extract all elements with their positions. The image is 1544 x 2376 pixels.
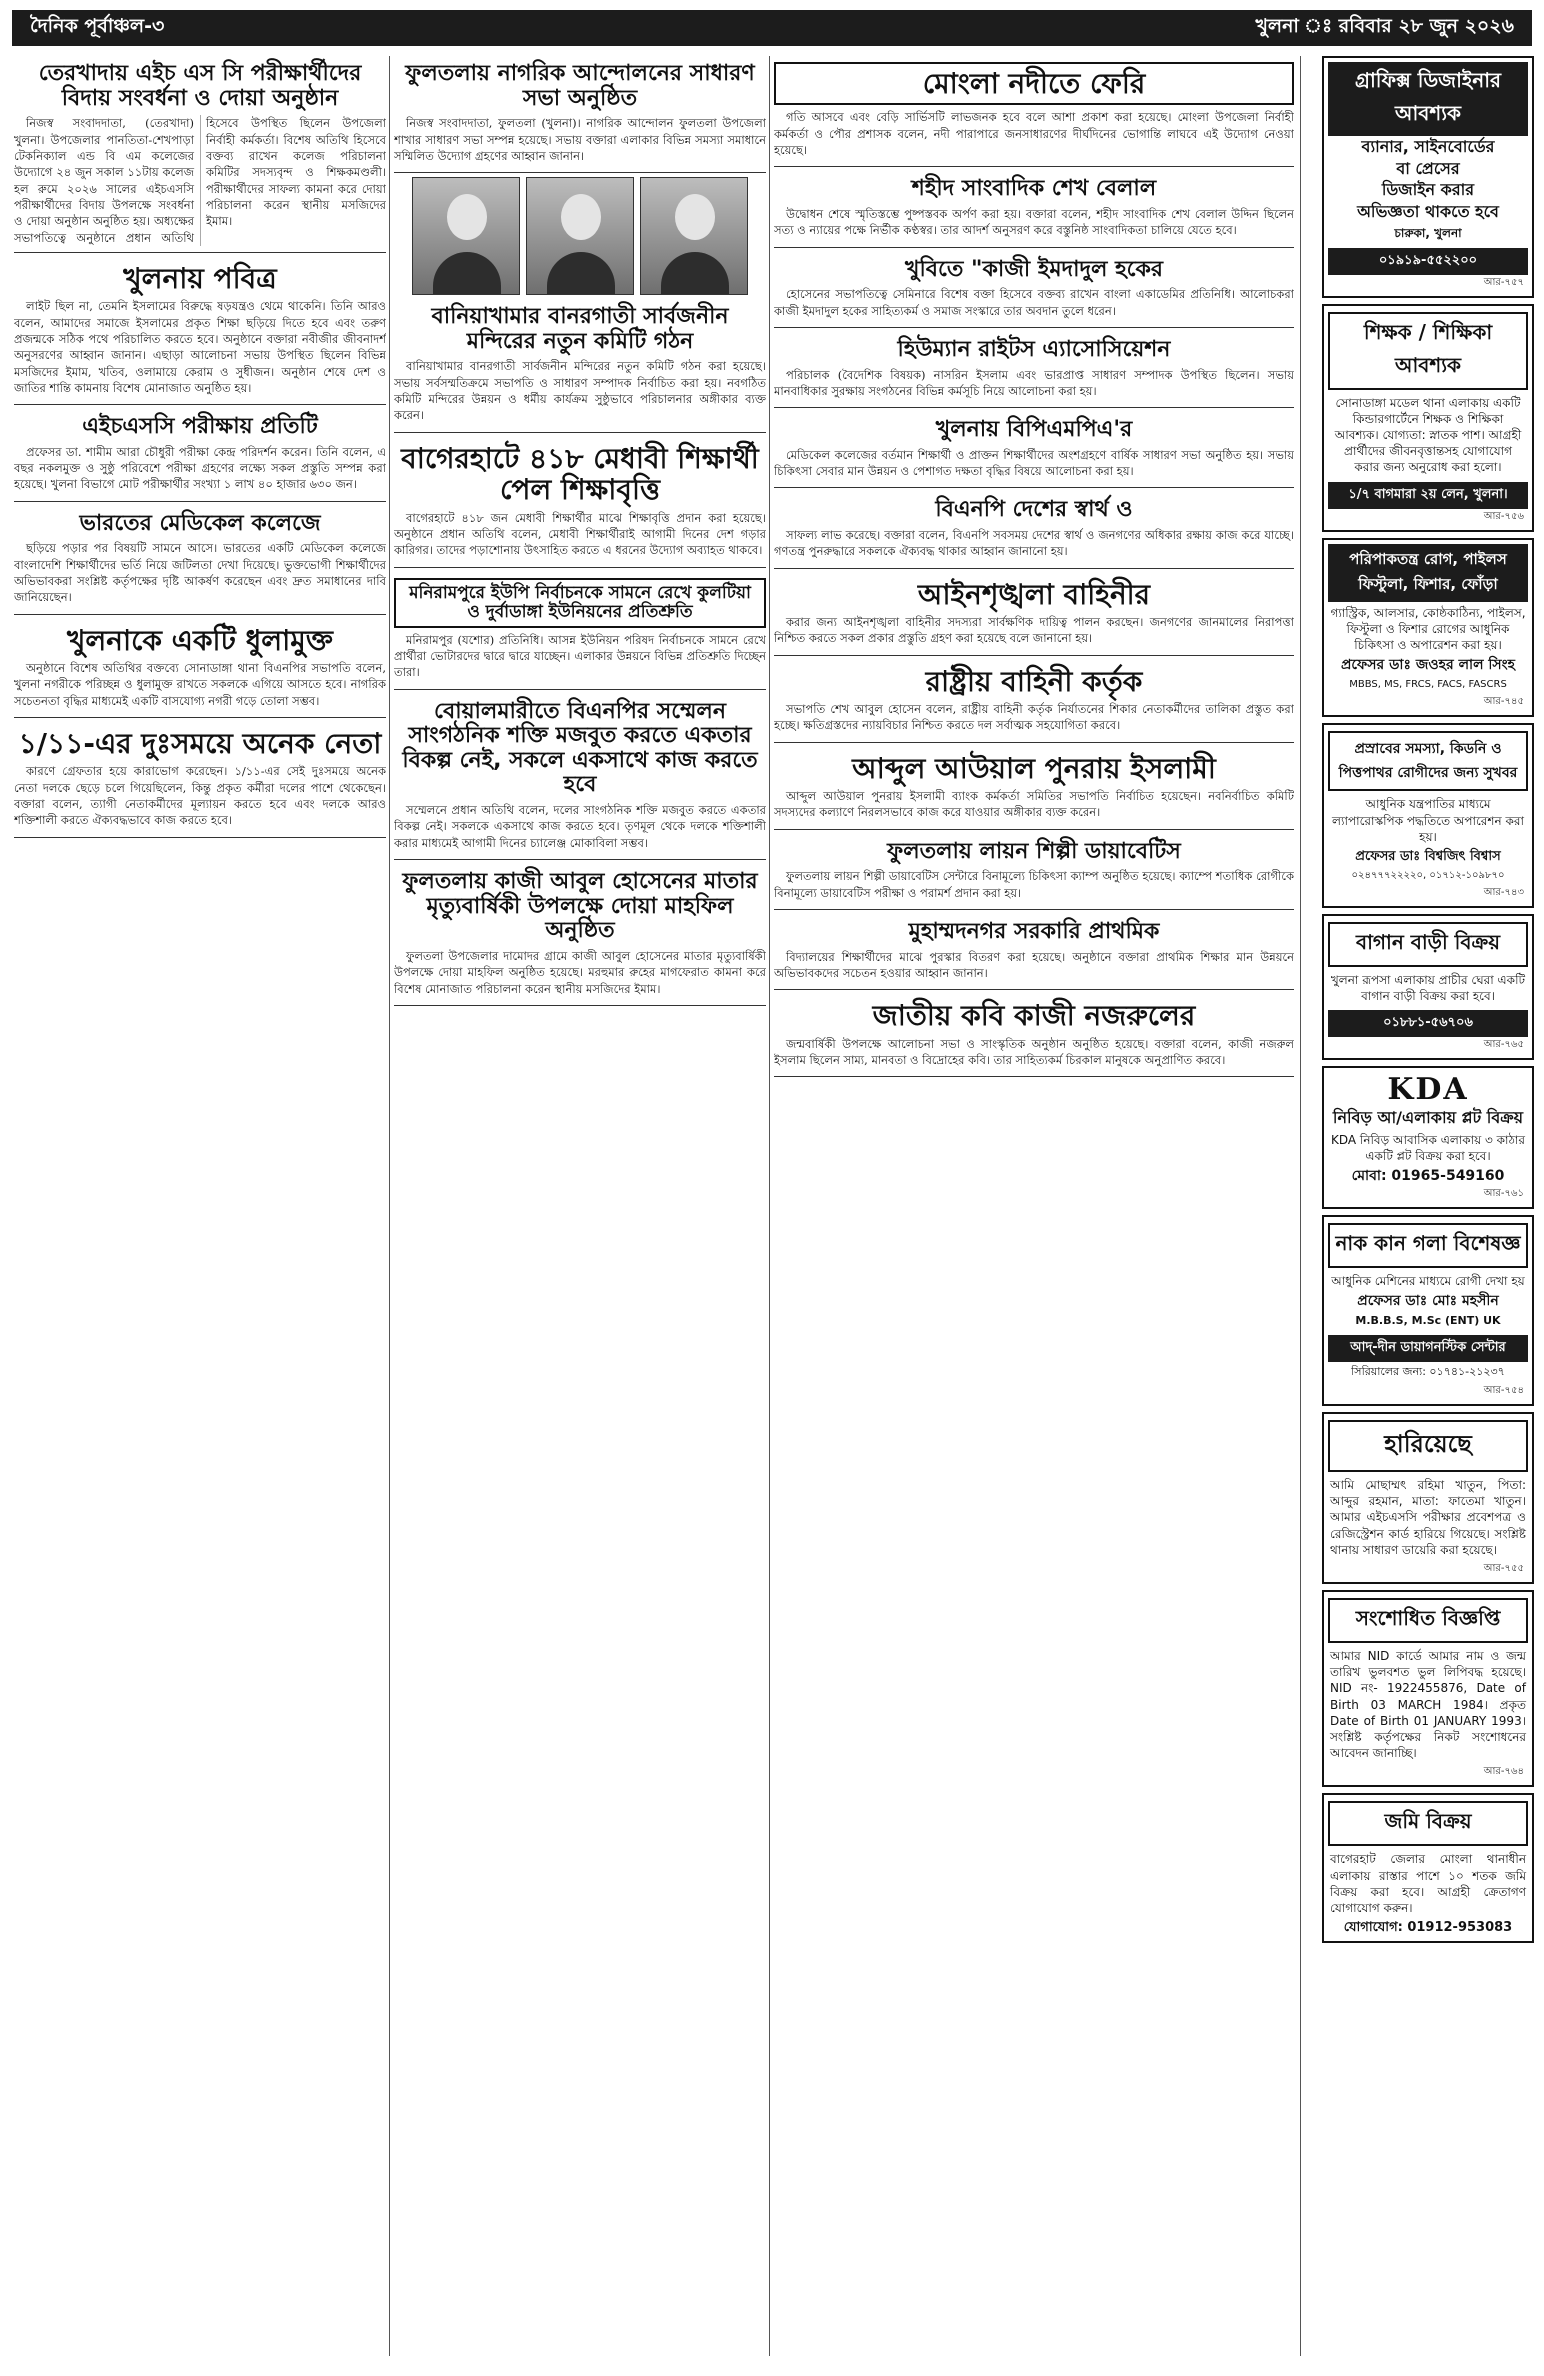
article-headline: ফুলতলায় লায়ন শিল্পী ডায়াবেটিস (887, 838, 1181, 864)
article-headline: খুলনায় পবিত্র (123, 261, 277, 295)
article-boalmari-bnp (394, 694, 766, 860)
article-headline: শহীদ সাংবাদিক শেখ বেলাল (911, 176, 1157, 202)
article-body: উদ্বোধন শেষে স্মৃতিস্তম্ভে পুষ্পস্তবক অর্পণ করা হয়। বক্তারা বলেন, শহীদ সাংবাদিক শেখ বেলাল উদ্দিন ছিলেন সত্য ও ন্যায়ের পক্ষে নির্ভীক কণ্ঠস্বর। তার আদর্শ অনুসরণ করে বস্তুনিষ্ঠ সাংবাদিকতা চালিয়ে যেতে হবে। (774, 206, 1294, 238)
article-body: করার জন্য আইনশৃঙ্খলা বাহিনীর সদস্যরা সার্বক্ষণিক দায়িত্ব পালন করছেন। জনগণের জানমালের নিরাপত্তা নিশ্চিত করতে সকল প্রকার প্রস্তুতি গ্রহণ করা হয়েছে বলে জানানো হয়। (774, 615, 1294, 646)
ad-piles-treatment: পরিপাকতন্ত্র রোগ, পাইলস ফিস্টুলা, ফিশার, ফোঁড়া গ্যাস্ট্রিক, আলসার, কোষ্ঠকাঠিন্য, পাইলস, ফিস্টুলা ও ফিশার রোগের আধুনিক চিকিৎসা ও অপারেশন করা হয়। প্রফেসর ডাঃ জওহর লাল সিংহ MBBS, MS, FRCS, FACS, FASCRS আর-৭৪৫ (1322, 538, 1534, 718)
column-center-left (394, 56, 766, 2356)
article-human-rights (774, 332, 1294, 408)
article-headline: ফুলতলায় কাজী আবুল হোসেনের মাতার মৃত্যুবার্ষিকী উপলক্ষে দোয়া মাহফিল অনুষ্ঠিত (402, 869, 758, 944)
ad-title: বাগান বাড়ী বিক্রয় (1328, 922, 1528, 967)
ad-title: পরিপাকতন্ত্র রোগ, পাইলস ফিস্টুলা, ফিশার, ফোঁড়া (1328, 544, 1528, 602)
article-body: বানিয়াখামার বানরগাতী সার্বজনীন মন্দিরের নতুন কমিটি গঠন করা হয়েছে। সভায় সর্বসম্মতিক্রমে সভাপতি ও সাধারণ সম্পাদক নির্বাচিত করা হয়। নবগঠিত কমিটি মন্দিরের উন্নয়ন ও ধর্মীয় কার্যক্রম সুষ্ঠুভাবে পরিচালনার অঙ্গীকার ব্যক্ত করেন। (394, 359, 766, 423)
article-body: প্রফেসর ডা. শামীম আরা চৌধুরী পরীক্ষা কেন্দ্র পরিদর্শন করেন। তিনি বলেন, এ বছর নকলমুক্ত ও সুষ্ঠু পরিবেশে পরীক্ষা গ্রহণের লক্ষ্যে সকল প্রস্তুতি সম্পন্ন করা হয়েছে। খুলনা বিভাগে মোট পরীক্ষার্থীর সংখ্যা ১ লাখ ৪০ হাজার ৬৩০ জন। (14, 444, 386, 492)
article-mandir-committee (394, 299, 766, 433)
article-headline: এইচএসসি পরীক্ষায় প্রতিটি (82, 414, 318, 440)
article-hsc (14, 409, 386, 502)
ad-title: জমি বিক্রয় (1328, 1801, 1528, 1846)
ad-land-sale: জমি বিক্রয় বাগেরহাট জেলার মোংলা থানাধীন এলাকায় রাস্তার পাশে ১০ শতক জমি বিক্রয় করা হবে। আগ্রহী ক্রেতাগণ যোগাযোগ করুন। যোগাযোগ: 01912-953083 (1322, 1793, 1534, 1942)
article-headline: বিএনপি দেশের স্বার্থ ও (935, 497, 1133, 523)
article-headline: হিউম্যান রাইটস এ্যাসোসিয়েশন (897, 336, 1171, 362)
article-india-medical (14, 506, 386, 615)
article-headline: খুবিতে "কাজী ইমদাদুল হকের (905, 256, 1163, 282)
article-headline: আব্দুল আউয়াল পুনরায় ইসলামী (852, 751, 1216, 785)
ad-graphics-designer: গ্রাফিক্স ডিজাইনার আবশ্যক ব্যানার, সাইনবোর্ডের বা প্রেসের ডিজাইন করার অভিজ্ঞতা থাকতে হবে চারুকা, খুলনা ০১৯১৯-৫৫২২০০ আর-৭৫৭ (1322, 56, 1534, 298)
column-divider (1300, 56, 1301, 2356)
photo-row (394, 177, 766, 295)
article-body: ছড়িয়ে পড়ার পর বিষয়টি সামনে আসে। ভারতের একটি মেডিকেল কলেজে বাংলাদেশি শিক্ষার্থীদের ভর্তি নিয়ে জটিলতা দেখা দিয়েছে। ভুক্তভোগী শিক্ষার্থীদের অভিভাবকরা সংশ্লিষ্ট কর্তৃপক্ষের দৃষ্টি আকর্ষণ করেছেন এবং দ্রুত সমাধানের দাবি জানিয়েছেন। (14, 541, 386, 605)
ad-title: শিক্ষক / শিক্ষিকা আবশ্যক (1328, 312, 1528, 390)
article-headline: খুলনাকে একটি ধুলামুক্ত (67, 623, 333, 657)
article-headline: বানিয়াখামার বানরগাতী সার্বজনীন মন্দিরের নতুন কমিটি গঠন (431, 304, 729, 354)
article-body: নিজস্ব সংবাদদাতা, ফুলতলা (খুলনা)। নাগরিক আন্দোলন ফুলতলা উপজেলা শাখার সাধারণ সভা সম্পন্ন হয়েছে। সভায় বক্তারা এলাকার বিভিন্ন সমস্যা সমাধানে সম্মিলিত উদ্যোগ গ্রহণের আহ্বান জানান। (394, 116, 766, 163)
article-headline: ফুলতলায় নাগরিক আন্দোলনের সাধারণ সভা অনুষ্ঠিত (405, 61, 755, 111)
issue-date: খুলনা ঃ রবিবার ২৮ জুন ২০২৬ (1255, 15, 1514, 37)
article-body: সভাপতি শেখ আবুল হোসেন বলেন, রাষ্ট্রীয় বাহিনী কর্তৃক নির্যাতনের শিকার নেতাকর্মীদের তালিকা প্রস্তুত করা হচ্ছে। ক্ষতিগ্রস্তদের ন্যায়বিচার নিশ্চিত করতে দল সর্বাত্মক সহযোগিতা করবে। (774, 702, 1294, 733)
ad-title: গ্রাফিক্স ডিজাইনার আবশ্যক (1328, 62, 1528, 136)
article-body: গতি আসবে এবং বেড়ি সার্ভিসটি লাভজনক হবে বলে আশা প্রকাশ করা হয়েছে। মোংলা উপজেলা নির্বাহী কর্মকর্তা ও পৌর প্রশাসক বলেন, নদী পারাপারে জনসাধারণের দীর্ঘদিনের ভোগান্তি লাঘবে এই উদ্যোগ নেওয়া হয়েছে। (774, 110, 1294, 158)
article-headline: তেরখাদায় এইচ এস সি পরীক্ষার্থীদের বিদায় সংবর্ধনা ও দোয়া অনুষ্ঠান (38, 61, 362, 111)
article-body: মনিরামপুর (যশোর) প্রতিনিধি। আসন্ন ইউনিয়ন পরিষদ নির্বাচনকে সামনে রেখে প্রার্থীরা ভোটারদের দ্বারে দ্বারে যাচ্ছেন। এলাকার উন্নয়নে বিভিন্ন প্রতিশ্রুতি দিচ্ছেন তারা। (394, 632, 766, 680)
article-muhammadnagar (774, 914, 1294, 990)
ad-lost-notice: হারিয়েছে আমি মোছাম্মৎ রহিমা খাতুন, পিতা: আব্দুর রহমান, মাতা: ফাতেমা খাতুন। আমার এইচএসসি পরীক্ষার প্রবেশপত্র ও রেজিস্ট্রেশন কার্ড হারিয়ে গিয়েছে। সংশ্লিষ্ট থানায় সাধারণ ডায়েরি করা হয়েছে। আর-৭৫৫ (1322, 1412, 1534, 1584)
article-nazrul (774, 994, 1294, 1077)
article-body: ফুলতলায় লায়ন শিল্পী ডায়াবেটিস সেন্টারে বিনামূল্যে চিকিৎসা ক্যাম্প অনুষ্ঠিত হয়েছে। ক্যাম্পে শতাধিক রোগীকে বিনামূল্যে ডায়াবেটিস পরীক্ষা ও পরামর্শ প্রদান করা হয়। (774, 869, 1294, 900)
article-headline: আইনশৃঙ্খলা বাহিনীর (917, 577, 1151, 611)
portrait-photo (412, 177, 520, 295)
article-headline: ভারতের মেডিকেল কলেজে (79, 510, 321, 536)
article-body: হোসেনের সভাপতিত্বে সেমিনারে বিশেষ বক্তা হিসেবে বক্তব্য রাখেন বাংলা একাডেমির প্রতিনিধি। আলোচকরা কাজী ইমদাদুল হকের সাহিত্যকর্ম ও সমাজ সংস্কারে তার অবদান তুলে ধরেন। (774, 287, 1294, 318)
article-khubi (774, 252, 1294, 328)
ad-kda-plot: KDA নিবিড় আ/এলাকায় প্লট বিক্রয় KDA নিবিড় আবাসিক এলাকায় ৩ কাঠার একটি প্লট বিক্রয় করা হবে। মোবা: 01965-549160 আর-৭৬১ (1322, 1066, 1534, 1209)
article-headline: মুহাম্মদনগর সরকারি প্রাথমিক (908, 919, 1160, 945)
article-headline: বোয়ালমারীতে বিএনপির সম্মেলন সাংগঠনিক শক্তি মজবুত করতে একতার বিকল্প নেই, সকলে একসাথে কাজ করতে হবে (402, 698, 758, 798)
article-law-enforcement (774, 573, 1294, 656)
kda-logo-text: KDA (1387, 1072, 1469, 1108)
article-headline: মনিরামপুরে ইউপি নির্বাচনকে সামনে রেখে কুলটিয়া ও দুর্বাডাঙ্গা ইউনিয়নের প্রতিশ্রুতি (394, 578, 766, 628)
article-headline: খুলনায় বিপিএমপিএ'র (935, 417, 1133, 443)
ad-garden-house: বাগান বাড়ী বিক্রয় খুলনা রূপসা এলাকায় প্রাচীর ঘেরা একটি বাগান বাড়ী বিক্রয় করা হবে। ০১৮৮১-৫৬৭০৬ আর-৭৬৫ (1322, 914, 1534, 1060)
article-sheikh-belal (774, 171, 1294, 247)
article-body: অনুষ্ঠানে বিশেষ অতিথির বক্তব্যে সোনাডাঙ্গা থানা বিএনপির সভাপতি বলেন, খুলনা নগরীকে পরিচ্ছন্ন ও ধুলামুক্ত রাখতে সকলকে এগিয়ে আসতে হবে। নাগরিক সচেতনতা বৃদ্ধির মাধ্যমেই একটি বাসযোগ্য নগরী গড়ে তোলা সম্ভব। (14, 661, 386, 708)
article-body: কারণে গ্রেফতার হয়ে কারাভোগ করেছেন। ১/১১-এর সেই দুঃসময়ে অনেক নেতা দলকে ছেড়ে চলে গিয়েছিলেন, কিন্তু প্রকৃত কর্মীরা দলের পাশে থেকেছেন। বক্তারা বলেন, ত্যাগী নেতাকর্মীদের মূল্যায়ন করতে হবে এবং দলকে আরও শক্তিশালী করতে ঐক্যবদ্ধভাবে কাজ করতে হবে। (14, 764, 386, 828)
column-left (14, 56, 386, 2356)
article-headline: ১/১১-এর দুঃসময়ে অনেক নেতা (18, 727, 382, 761)
article-lion-shilpi (774, 834, 1294, 910)
article-body: সম্মেলনে প্রধান অতিথি বলেন, দলের সাংগঠনিক শক্তি মজবুত করতে একতার বিকল্প নেই। সকলকে একসাথে কাজ করতে হবে। তৃণমূল থেকে দলকে শক্তিশালী করার মাধ্যমেই আগামী দিনের চ্যালেঞ্জ মোকাবিলা সম্ভব। (394, 803, 766, 850)
ad-title: হারিয়েছে (1328, 1420, 1528, 1472)
article-body: বিদ্যালয়ের শিক্ষার্থীদের মাঝে পুরস্কার বিতরণ করা হয়েছে। অনুষ্ঠানে বক্তারা প্রাথমিক শিক্ষার মান উন্নয়নে অভিভাবকদের সচেতন হওয়ার আহ্বান জানান। (774, 949, 1294, 981)
ad-correction-notice: সংশোধিত বিজ্ঞপ্তি আমার NID কার্ডে আমার নাম ও জন্ম তারিখ ভুলবশত ভুল লিপিবদ্ধ হয়েছে। NID নং- 1922455876, Date of Birth 03 MARCH 1984। প্রকৃত Date of Birth 01 JANUARY 1993। সংশ্লিষ্ট কর্তৃপক্ষের নিকট সংশোধনের আবেদন জানাচ্ছি। আর-৭৬৪ (1322, 1590, 1534, 1787)
article-bnp-interest (774, 492, 1294, 568)
article-fultola-nagorik (394, 56, 766, 173)
portrait-photo (526, 177, 634, 295)
article-headline: বাগেরহাটে ৪১৮ মেধাবী শিক্ষার্থী পেল শিক্ষাবৃত্তি (401, 441, 759, 507)
article-monirampur (394, 572, 766, 690)
classified-ads-column (1322, 56, 1534, 2356)
page-header (12, 10, 1532, 46)
ad-ent-specialist: নাক কান গলা বিশেষজ্ঞ আধুনিক মেশিনের মাধ্যমে রোগী দেখা হয় প্রফেসর ডাঃ মোঃ মহসীন M.B.B.S, M.Sc (ENT) UK আদ্-দীন ডায়াগনস্টিক সেন্টার সিরিয়ালের জন্য: ০১৭৪১-২১২৩৭ আর-৭৫৪ (1322, 1215, 1534, 1406)
article-body: আব্দুল আউয়াল পুনরায় ইসলামী ব্যাংক কর্মকর্তা সমিতির সভাপতি নির্বাচিত হয়েছেন। নবনির্বাচিত কমিটি সদস্যদের কল্যাণে নিরলসভাবে কাজ করে যাওয়ার অঙ্গীকার ব্যক্ত করেন। (774, 789, 1294, 820)
column-center-right (774, 56, 1294, 2356)
article-doa-mahfil (394, 864, 766, 1006)
article-headline: মোংলা নদীতে ফেরি (774, 62, 1294, 105)
article-dust-free (14, 619, 386, 718)
portrait-photo (640, 177, 748, 295)
ad-teacher-wanted: শিক্ষক / শিক্ষিকা আবশ্যক সোনাডাঙ্গা মডেল থানা এলাকায় একটি কিন্ডারগার্টেনে শিক্ষক ও শিক্ষিকা আবশ্যক। যোগ্যতা: স্নাতক পাশ। আগ্রহী প্রার্থীদের জীবনবৃত্তান্তসহ যোগাযোগ করার জন্য অনুরোধ করা হলো। ১/৭ বাগমারা ২য় লেন, খুলনা। আর-৭৫৬ (1322, 304, 1534, 532)
article-body: ফুলতলা উপজেলার দামোদর গ্রামে কাজী আবুল হোসেনের মাতার মৃত্যুবার্ষিকী উপলক্ষে দোয়া মাহফিল অনুষ্ঠিত হয়েছে। মরহুমার রুহের মাগফেরাত কামনা করে বিশেষ মোনাজাত পরিচালনা করেন স্থানীয় মসজিদের ইমাম। (394, 948, 766, 996)
article-terkhada (14, 56, 386, 253)
article-bpmpa (774, 412, 1294, 488)
article-one-eleven (14, 722, 386, 838)
ad-phone: ০১৯১৯-৫৫২২০০ (1328, 248, 1528, 275)
article-body: সাফল্য লাভ করেছে। বক্তারা বলেন, বিএনপি সবসময় দেশের স্বার্থ ও জনগণের অধিকার রক্ষায় কাজ করে যাচ্ছে। গণতন্ত্র পুনরুদ্ধারে সকলকে ঐক্যবদ্ধ থাকার আহ্বান জানানো হয়। (774, 528, 1294, 559)
ad-title: নাক কান গলা বিশেষজ্ঞ (1328, 1223, 1528, 1268)
article-abdul-awal (774, 747, 1294, 830)
article-khulna-pobitro (14, 257, 386, 405)
article-mongla-ferry (774, 56, 1294, 167)
column-divider (769, 56, 770, 2356)
ad-kidney-stone: প্রস্রাবের সমস্যা, কিডনি ও পিত্তপাথর রোগীদের জন্য সুখবর আধুনিক যন্ত্রপাতির মাধ্যমে ল্যাপারোস্কপিক পদ্ধতিতে অপারেশন করা হয়। প্রফেসর ডাঃ বিশ্বজিৎ বিশ্বাস ০২৪৭৭৭২২২২০, ০১৭১২-১০৯৮৭০ আর-৭৪৩ (1322, 723, 1534, 908)
article-body: লাইট ছিল না, তেমনি ইসলামের বিরুদ্ধে ষড়যন্ত্রও থেমে থাকেনি। তিনি আরও বলেন, আমাদের সমাজে ইসলামের প্রকৃত শিক্ষা ছড়িয়ে দিতে হবে এবং তরুণ প্রজন্মকে সঠিক পথে পরিচালিত করতে হবে। অনুষ্ঠানে বক্তারা নবীজীর জীবনাদর্শ অনুসরণের আহ্বান জানান। এছাড়া আলোচনা সভায় উপস্থিত ছিলেন বিভিন্ন মসজিদের ইমাম, খতিব, ওলামায়ে কেরাম ও সুধীজন। অনুষ্ঠান শেষে দেশ ও জাতির শান্তি কামনায় বিশেষ মোনাজাত অনুষ্ঠিত হয়। (14, 299, 386, 395)
article-bagerhat-scholarship (394, 437, 766, 568)
column-divider (389, 56, 390, 2356)
ad-title: সংশোধিত বিজ্ঞপ্তি (1328, 1598, 1528, 1643)
article-headline: রাষ্ট্রীয় বাহিনী কর্তৃক (925, 664, 1143, 698)
article-body: জন্মবার্ষিকী উপলক্ষে আলোচনা সভা ও সাংস্কৃতিক অনুষ্ঠান অনুষ্ঠিত হয়েছে। বক্তারা বলেন, কাজী নজরুল ইসলাম ছিলেন সাম্য, মানবতা ও বিদ্রোহের কবি। তার সাহিত্যকর্ম চিরকাল মানুষকে অনুপ্রাণিত করবে। (774, 1036, 1294, 1068)
ad-title: প্রস্রাবের সমস্যা, কিডনি ও পিত্তপাথর রোগীদের জন্য সুখবর (1328, 731, 1528, 791)
article-body: নিজস্ব সংবাদদাতা, (তেরখাদা) খুলনা। উপজেলার পানতিতা-শেখপাড়া টেকনিক্যাল এন্ড বি এম কলেজের উদ্যোগে ২৪ জুন সকাল ১১টায় কলেজ হল রুমে ২০২৬ সালের এইচএসসি পরীক্ষার্থীদের বিদায় উপলক্ষে সংবর্ধনা ও দোয়া অনুষ্ঠান অনুষ্ঠিত হয়। অধ্যক্ষের সভাপতিত্বে অনুষ্ঠানে প্রধান অতিথি হিসেবে উপস্থিত ছিলেন উপজেলা নির্বাহী কর্মকর্তা। বিশেষ অতিথি হিসেবে বক্তব্য রাখেন কলেজ পরিচালনা কমিটির সদস্যবৃন্দ ও শিক্ষকমণ্ডলী। পরীক্ষার্থীদের সাফল্য কামনা করে দোয়া পরিচালনা করেন স্থানীয় মসজিদের ইমাম। (14, 116, 386, 245)
article-body: মেডিকেল কলেজের বর্তমান শিক্ষার্থী ও প্রাক্তন শিক্ষার্থীদের অংশগ্রহণে বার্ষিক সাধারণ সভা অনুষ্ঠিত হয়। সভায় চিকিৎসা সেবার মান উন্নয়ন ও পেশাগত দক্ষতা বৃদ্ধির বিষয়ে আলোচনা করা হয়। (774, 447, 1294, 479)
article-body: বাগেরহাটে ৪১৮ জন মেধাবী শিক্ষার্থীর মাঝে শিক্ষাবৃত্তি প্রদান করা হয়েছে। অনুষ্ঠানে প্রধান অতিথি বলেন, মেধাবী শিক্ষার্থীরাই আগামী দিনের দেশ গড়ার কারিগর। তাদের পড়াশোনায় উৎসাহিত করতে এ ধরনের উদ্যোগ অব্যাহত থাকবে। (394, 510, 766, 558)
paper-name: দৈনিক পূর্বাঞ্চল-৩ (30, 15, 165, 37)
article-headline: জাতীয় কবি কাজী নজরুলের (872, 999, 1196, 1033)
article-state-force (774, 660, 1294, 743)
article-body: পরিচালক (বৈদেশিক বিষয়ক) নাসরিন ইসলাম এবং ভারপ্রাপ্ত সাধারণ সম্পাদক উপস্থিত ছিলেন। সভায় মানবাধিকার সুরক্ষায় সংগঠনের বিভিন্ন কর্মসূচি নিয়ে আলোচনা করা হয়। (774, 367, 1294, 398)
